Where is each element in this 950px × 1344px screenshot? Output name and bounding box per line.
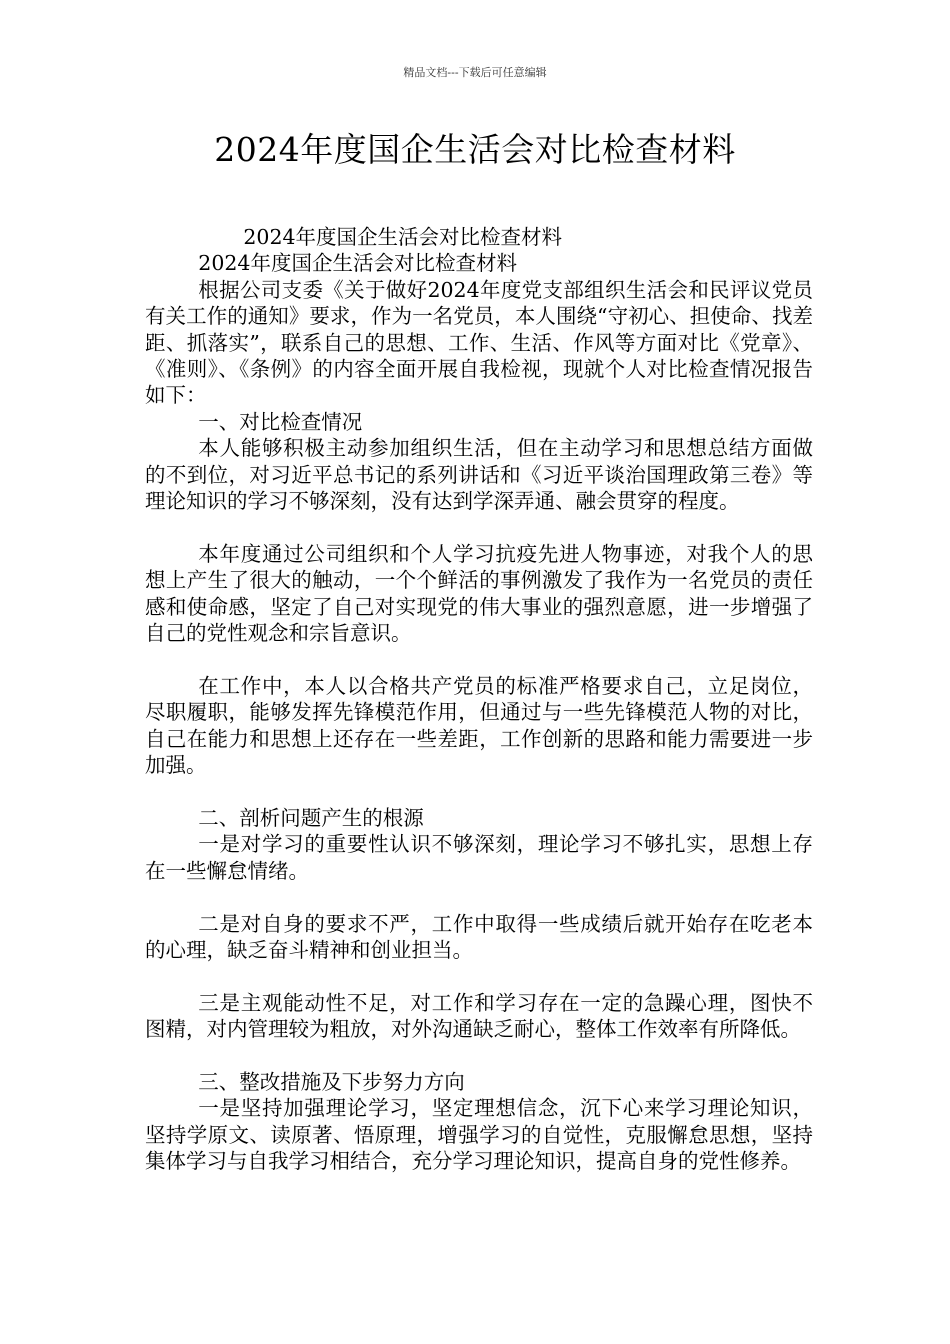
section-2-paragraph: 二是对自身的要求不严，工作中取得一些成绩后就开始存在吃老本的心理，缺乏奋斗精神和创业担当。 <box>145 911 813 962</box>
section-2-paragraph: 一是对学习的重要性认识不够深刻，理论学习不够扎实，思想上存在一些懈怠情绪。 <box>145 832 813 883</box>
section-1-paragraph: 本年度通过公司组织和个人学习抗疫先进人物事迹，对我个人的思想上产生了很大的触动，一个个鲜活的事例激发了我作为一名党员的责任感和使命感，坚定了自己对实现党的伟大事业的强烈意愿，进一步增强了自己的党性观念和宗旨意识。 <box>145 541 813 646</box>
document-title: 2024年度国企生活会对比检查材料 <box>214 130 736 169</box>
section-1-heading: 一、对比检查情况 <box>198 409 363 434</box>
section-1-paragraph: 本人能够积极主动参加组织生活，但在主动学习和思想总结方面做的不到位，对习近平总书记的系列讲话和《习近平谈治国理政第三卷》等理论知识的学习不够深刻，没有达到学深弄通、融会贯穿的程度。 <box>145 436 813 514</box>
document-body <box>145 224 813 1175</box>
section-2-paragraph: 三是主观能动性不足，对工作和学习存在一定的急躁心理，图快不图精，对内管理较为粗放，对外沟通缺乏耐心，整体工作效率有所降低。 <box>145 990 813 1042</box>
section-3-paragraph: 一是坚持加强理论学习，坚定理想信念，沉下心来学习理论知识，坚持学原文、读原著、悟原理，增强学习的自觉性，克服懈怠思想，坚持集体学习与自我学习相结合，充分学习理论知识，提高自身的党性修养。 <box>145 1096 813 1174</box>
section-2-heading: 二、剖析问题产生的根源 <box>198 805 424 830</box>
section-3-heading: 三、整改措施及下步努力方向 <box>198 1069 465 1094</box>
repeated-title-2: 2024年度国企生活会对比检查材料 <box>198 251 517 276</box>
repeated-title-1: 2024年度国企生活会对比检查材料 <box>243 225 563 249</box>
section-1-paragraph: 在工作中，本人以合格共产党员的标准严格要求自己，立足岗位，尽职履职，能够发挥先锋模范作用，但通过与一些先锋模范人物的对比，自己在能力和思想上还存在一些差距，工作创新的思路和能力需要进一步加强。 <box>145 673 813 778</box>
header-note: 精品文档---下载后可任意编辑 <box>403 66 547 79</box>
intro-paragraph: 根据公司支委《关于做好2024年度党支部组织生活会和民评议党员有关工作的通知》要求，作为一名党员，本人围绕“守初心、担使命、找差距、抓落实”，联系自己的思想、工作、生活、作风等方面对比《党章》、《准则》、《条例》的内容全面开展自我检视，现就个人对比检查情况报告如下： <box>145 277 813 408</box>
